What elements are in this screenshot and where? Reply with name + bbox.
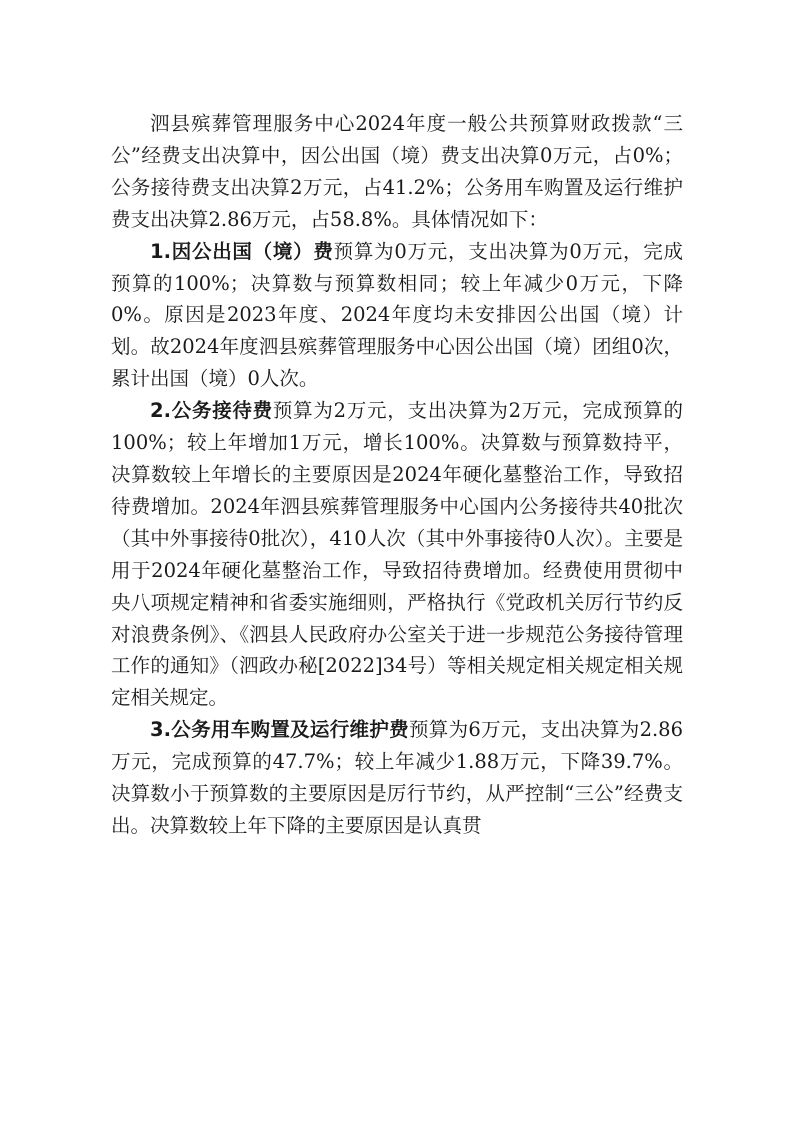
- section-2-text: 预算为2万元，支出决算为2万元，完成预算的100%；较上年增加1万元，增长100%。决算数与预算数持平，决算数较上年增长的主要原因是2024年硬化墓整治工作，导致招待费增加。2024年泗县殡葬管理服务中心国内公务接待共40批次（其中外事接待0批次），410人次（其中外事接待0人次）。主要是用于2024年硬化墓整治工作，导致招待费增加。经费使用贯彻中央八项规定精神和省委实施细则，严格执行《党政机关厉行节约反对浪费条例》、《泗县人民政府办公室关于进一步规范公务接待管理工作的通知》（泗政办秘[2022]34号）等相关规定相关规定相关规定相关规定。: [111, 399, 683, 710]
- section-3-paragraph: [111, 714, 683, 842]
- document-body: [111, 108, 683, 842]
- section-2-paragraph: [111, 395, 683, 714]
- section-1-paragraph: [111, 236, 683, 396]
- section-1-heading: 1.因公出国（境）费: [150, 239, 334, 263]
- section-3-heading: 3.公务用车购置及运行维护费: [150, 718, 409, 742]
- section-1-text: 预算为0万元，支出决算为0万元，完成预算的100%；决算数与预算数相同；较上年减少0万元，下降0%。原因是2023年度、2024年度均未安排因公出国（境）计划。故2024年度泗县殡葬管理服务中心因公出国（境）团组0次，累计出国（境）0人次。: [111, 239, 683, 391]
- section-3-text: 预算为6万元，支出决算为2.86万元，完成预算的47.7%；较上年减少1.88万元，下降39.7%。决算数小于预算数的主要原因是厉行节约，从严控制“三公”经费支出。决算数较上年下降的主要原因是认真贯: [111, 718, 683, 837]
- intro-paragraph: 泗县殡葬管理服务中心2024年度一般公共预算财政拨款“三公”经费支出决算中，因公出国（境）费支出决算0万元，占0%；公务接待费支出决算2万元，占41.2%；公务用车购置及运行维护费支出决算2.86万元，占58.8%。具体情况如下：: [111, 112, 683, 231]
- section-2-heading: 2.公务接待费: [150, 399, 273, 423]
